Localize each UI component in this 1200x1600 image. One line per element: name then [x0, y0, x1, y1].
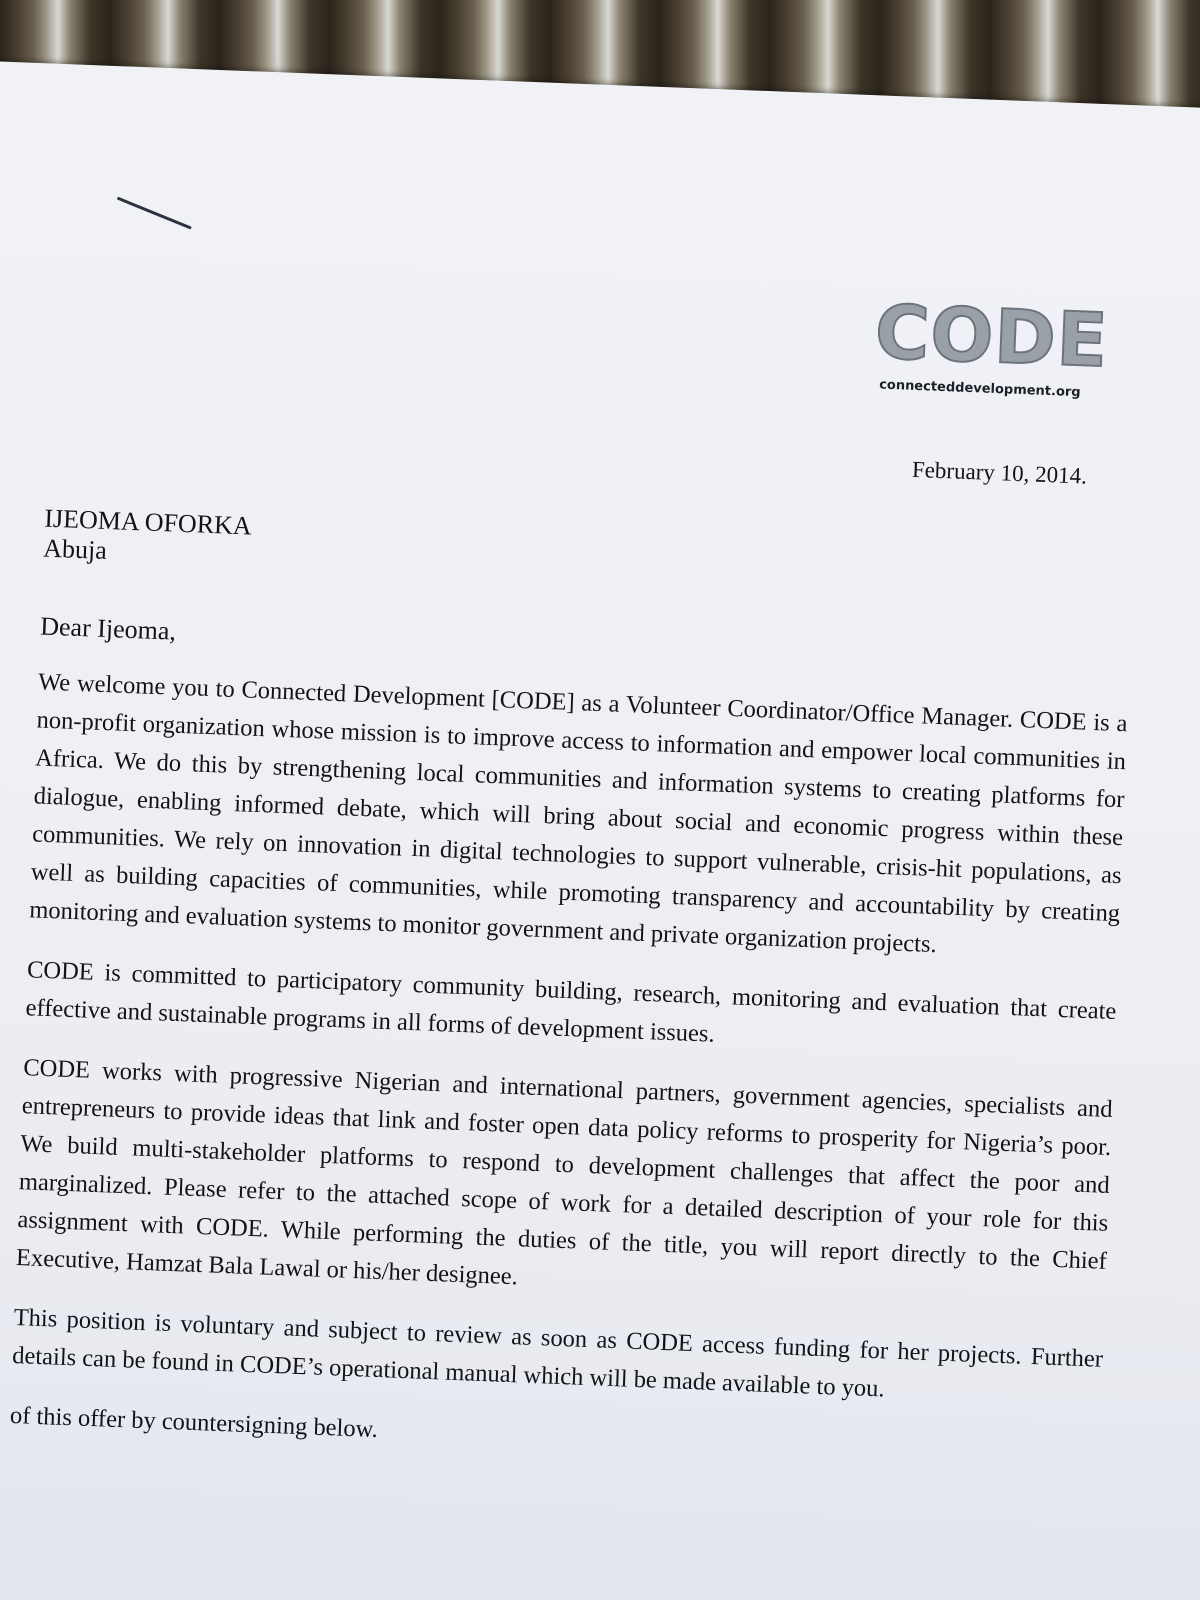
logo-website: connecteddevelopment.org: [878, 377, 1081, 401]
pen-mark: [117, 197, 192, 230]
recipient-name: IJEOMA OFORKA: [43, 503, 253, 541]
recipient-block: [43, 504, 252, 572]
salutation: Dear Ijeoma,: [39, 611, 177, 646]
logo-wordmark: CODE: [873, 289, 1110, 385]
recipient-city: Abuja: [42, 533, 108, 565]
letter-body: [9, 663, 1128, 1476]
partial-closing-line: of this offer by countersigning below.: [9, 1401, 379, 1444]
code-logo: [873, 289, 1110, 401]
body-paragraph: We welcome you to Connected Development [CODE] as a Volunteer Coordinator/Office Manager. CODE is a non-profit organization whose mission is to improve access to information and empower local communities in Africa. We do this by strengthening local communities and information systems to creating platforms for dialogue, enabling informed debate, which will bring about social and economic progress within these communities. We rely on innovation in digital technologies to support vulnerable, crisis-hit populations, as well as building capacities of communities, while promoting transparency and accountability by creating monitoring and evaluation systems to monitor government and private organization projects.: [28, 668, 1128, 959]
letter-date: February 10, 2014.: [911, 456, 1088, 489]
body-paragraph: CODE is committed to participatory community building, research, monitoring and evaluation that create effective and sustainable programs in all forms of development issues.: [25, 956, 1117, 1048]
body-paragraph: This position is voluntary and subject to review as soon as CODE access funding for her projects. Further details can be found in CODE’s operational manual which will be made available to you.: [11, 1304, 1104, 1403]
body-paragraph: CODE works with progressive Nigerian and international partners, government agencies, specialists and entrepreneurs to provide ideas that link and foster open data policy reforms to prosperity for Nigeria’s poor. We build multi-stakeholder platforms to respond to development challenges that affect the poor and marginalized. Please refer to the attached scope of work for a detailed description of your role for this assignment with CODE. While performing the duties of the title, you will report directly to the Chief Executive, Hamzat Bala Lawal or his/her designee.: [15, 1054, 1114, 1291]
letter-page: [0, 60, 1200, 1600]
